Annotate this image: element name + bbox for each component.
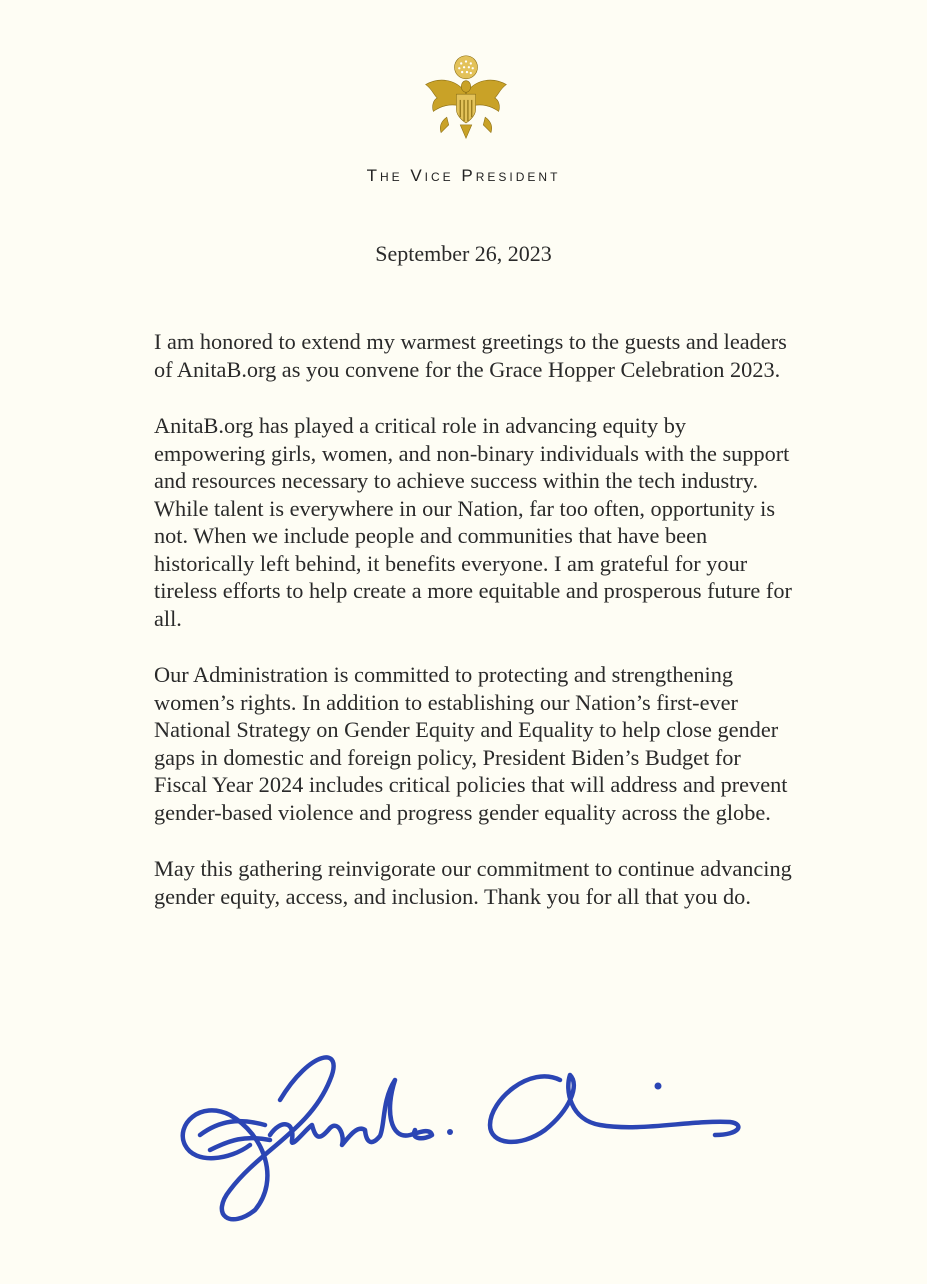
office-title: The Vice President — [366, 166, 561, 185]
paragraph-2: AnitaB.org has played a critical role in advancing equity by empowering girls, women, and non-binary individuals with the support and resources necessary to achieve success within the tech industry. While talent is everywhere in our Nation, far too often, opportunity is not. When we include people and communities that have been historically left behind, it benefits everyone. I am grateful for your tireless efforts to help create a more equitable and prosperous future for all. — [154, 413, 792, 631]
paragraph-4: May this gathering reinvigorate our commitment to continue advancing gender equity, access, and inclusion. Thank you for all that you do. — [154, 856, 792, 909]
handwritten-signature — [170, 1040, 760, 1230]
paragraph-1: I am honored to extend my warmest greetings to the guests and leaders of AnitaB.org as you convene for the Grace Hopper Celebration 2023. — [154, 329, 787, 382]
paragraph-3: Our Administration is committed to protecting and strengthening women’s rights. In addition to establishing our Nation’s first-ever National Strategy on Gender Equity and Equality to help close gender gaps in domestic and foreign policy, President Biden’s Budget for Fiscal Year 2024 includes critical policies that will address and prevent gender-based violence and progress gender equality across the globe. — [154, 662, 788, 825]
letter-body — [154, 328, 794, 939]
letter-date: September 26, 2023 — [375, 241, 552, 266]
vice-presidential-seal-icon — [418, 50, 514, 146]
